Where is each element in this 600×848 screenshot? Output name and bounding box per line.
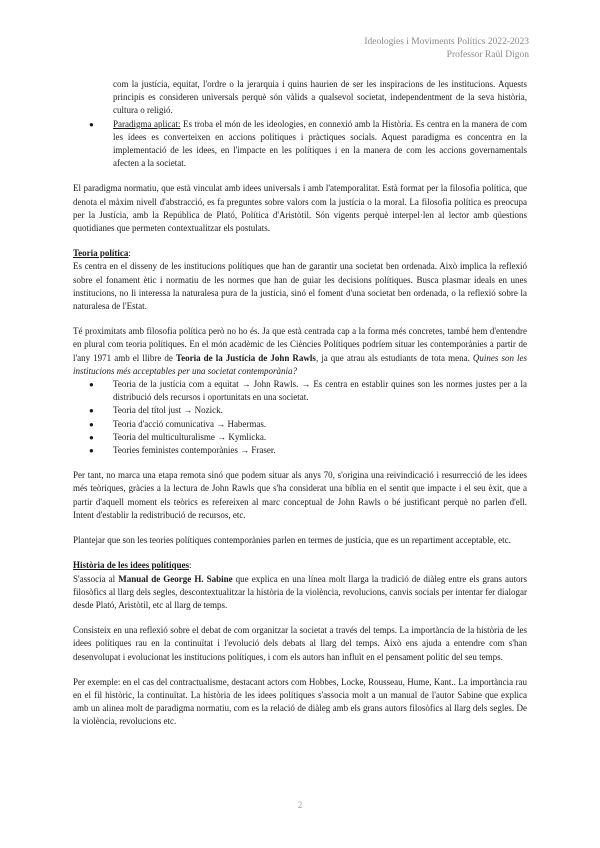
list-item: ● Teoria del títol just → Nozick. — [73, 404, 527, 417]
section-heading-historia: Història de les idees polítiques: — [73, 560, 192, 571]
list-item: ● Teories feministes contemporànies → Fraser. — [73, 444, 527, 457]
list-item — [73, 118, 527, 171]
theories-list — [73, 378, 527, 457]
paragraph-teoria-2: Té proximitats amb filosofia política però no ho és. Ja que està centrada cap a la forma més concretes, també hem d'entendre en plural com teoria polítiques. En el món acadèmic de les Ciències Polítiques podríem situar les contemporànies a partir de l'any 1971 amb el llibre de Teoria de la Justícia de John Rawls, ja que atrau als estudiants de tota mena. Quines son les institucions més acceptables per una societat contemporània? — [73, 326, 527, 376]
paragraph-historia-3: Per exemple: en el cas del contractualisme, destacant actors com Hobbes, Locke, Rousseau, Hume, Kant.. La importància rau en el fil històric, la continuïtat. La història de les idees polítiques s'associa molt a un manual de l'autor Sabine que explica amb un alinea molt de paradigma normatiu, com es la relació de diàleg amb els grans autors filosòfics al llarg dels segles. De la violència, revolucions etc. — [73, 676, 527, 727]
paragraph-plantejar: Plantejar que son les teories polítiques contemporànies parlen en termes de justícia, que es un repartiment acceptable, etc. — [73, 535, 511, 546]
list-item: ● Teoria de la justícia com a equitat → John Rawls. → Es centra en establir quines son les normes justes per a la distribució dels recursos i oportunitats en una societat. — [89, 379, 527, 403]
paragraph-normative: El paradigma normatiu, que està vinculat amb idees universals i amb l'atemporalitat. Està format per la filosofia política, que denota el màxim nivell d'abstracció, es fa preguntes sobre valors com la justícia o la moral. La filosofia política es preocupa per la Justícia, amb la República de Plató, Política d'Aristòtil. Són vigents perquè interpel·len al lector amb qüestions quotidianes que permeten contextualitzar els postulats. — [73, 183, 527, 234]
bullet-icon: ● — [89, 446, 94, 456]
paradigm-list — [73, 118, 527, 171]
header-course-title: Ideologies i Moviments Polítics 2022-2023 — [364, 37, 529, 47]
header-professor: Professor Raül Digon — [446, 50, 529, 60]
paradigm-text: Es troba el món de les ideologies, en connexió amb la Història. Es centra en la manera de com les idees es converteixen en accions polítiques i pràctiques socials. Aquest paradigma es concentra en la implementació de les idees, en l'impacte en les polítiques i en la manera de com les accions governamentals afecten a la societat. — [113, 118, 527, 169]
question-italic: Quines son les institucions més acceptables per una societat contemporània? — [73, 352, 527, 376]
page-number: 2 — [297, 800, 303, 810]
paragraph-per-tant: Per tant, no marca una etapa remota sinó que podem situar als anys 70, s'origina una reivindicació i resurrecció de les idees més teòriques, gràcies a la lectura de John Rawls que s'ha considerat una bíblia en el sentit que impacte i el seu èxit, que a partir d'aquell moment els teòrics es refereixen al marc conceptual de John Rawls o bé justificant perquè no parlen d'ell. Intent d'establir la redistribució de recursos, etc. — [73, 470, 527, 520]
page-content — [73, 78, 527, 729]
paragraph-historia-1: S'associa al Manual de George H. Sabine que explica en una línea molt llarga la tradició de diàleg entre els grans autors filosòfics al llarg dels segles, descontextualitzar la història de la violència, revolucions, canvis socials per intentar fer dialogar desde Plató, Aristòtil, etc al llarg de temps. — [73, 573, 527, 610]
bullet-icon: ● — [89, 419, 94, 429]
list-item: ● Teoria d'acció comunicativa → Habermas. — [73, 418, 527, 431]
bullet-icon: ● — [89, 406, 94, 416]
bullet-icon: ● — [89, 119, 94, 129]
bullet-icon: ● — [89, 380, 94, 390]
bullet-icon: ● — [89, 432, 94, 442]
section-heading-teoria: Teoria política: — [73, 248, 131, 259]
list-item: ● Teoria del multiculturalisme → Kymlicka. — [73, 431, 527, 444]
book-title: Teoria de la Justícia de John Rawls — [175, 352, 316, 363]
manual-title: Manual de George H. Sabine — [118, 573, 233, 584]
continued-paragraph: com la justícia, equitat, l'ordre o la jerarquia i quins haurien de ser les inspiracions de les institucions. Aquests principis es consideren universals perquè són vàlids a qualsevol societat, independentment de la seva història, cultura o religió. — [113, 79, 527, 116]
page-header — [364, 36, 529, 62]
paragraph-historia-2: Consisteix en una reflexió sobre el debat de com organitzar la societat a través del temps. La importància de la història de les idees polítiques rau en la continuïtat i l'evolució dels debats al llarg del temps. Això ens ajuda a entendre com s'han desenvolupat i evolucionat les institucions polítiques, i com els autors han influït en el pensament polític del seu temps. — [73, 625, 527, 662]
paragraph-teoria-1: Es centra en el disseny de les institucions polítiques que han de garantir una societat ben ordenada. Això implica la reflexió sobre el fonament ètic i normatiu de les normes que han de guiar les decisions polítiques. Busca plasmar ideals en unes institucions, no li interessa la naturalesa pura de la justícia, sinó el foment d'una societat ben ordenada, o la reflexió sobre la naturalesa de l'Estat. — [73, 261, 527, 312]
paradigm-label: Paradigma aplicat: — [113, 118, 181, 129]
